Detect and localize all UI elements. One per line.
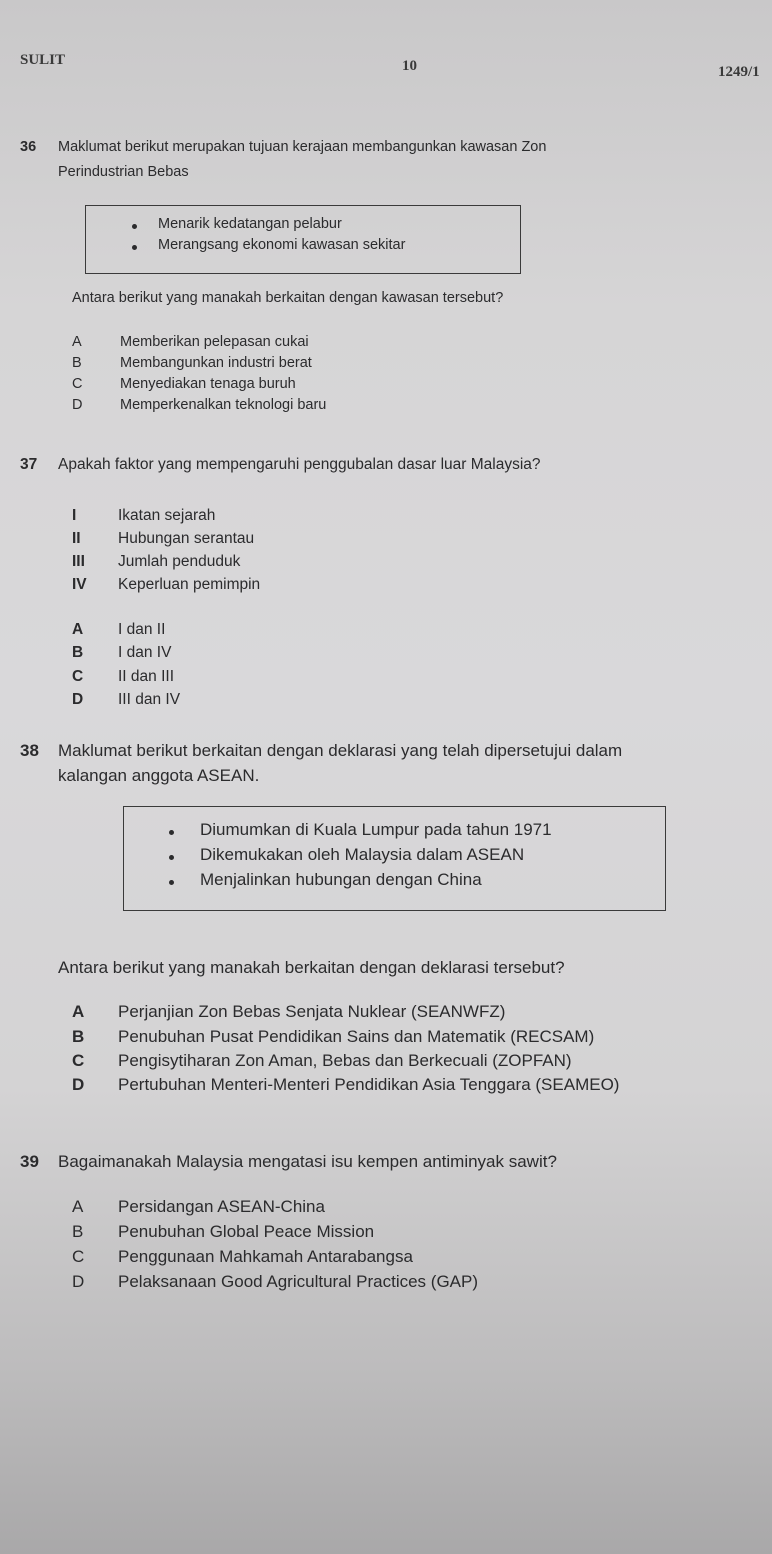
question-prompt: Antara berikut yang manakah berkaitan dengan kawasan tersebut? bbox=[72, 290, 504, 306]
bullet-icon bbox=[132, 245, 137, 250]
item-roman: IV bbox=[72, 576, 87, 593]
option-c[interactable]: C bbox=[72, 1051, 85, 1070]
option-b[interactable] bbox=[72, 355, 82, 371]
option-c[interactable]: C bbox=[72, 668, 84, 685]
option-text: I dan II bbox=[118, 621, 166, 638]
bullet-icon bbox=[169, 880, 174, 885]
option-d[interactable]: D bbox=[72, 691, 84, 708]
item-text: Keperluan pemimpin bbox=[118, 576, 261, 593]
paper-code: 1249/1 bbox=[718, 64, 760, 80]
option-b[interactable]: B bbox=[72, 644, 84, 661]
question-prompt: Antara berikut yang manakah berkaitan dengan deklarasi tersebut? bbox=[58, 958, 565, 977]
option-c[interactable] bbox=[72, 376, 82, 392]
option-letter: C bbox=[72, 376, 83, 392]
info-item: Menarik kedatangan pelabur bbox=[158, 216, 342, 232]
option-b[interactable]: B bbox=[72, 1027, 85, 1046]
bullet-icon bbox=[169, 855, 174, 860]
header-sulit: SULIT bbox=[20, 52, 66, 68]
option-text: Penggunaan Mahkamah Antarabangsa bbox=[118, 1247, 413, 1266]
question-stem: Maklumat berikut merupakan tujuan kerajaan membangunkan kawasan Zon bbox=[58, 139, 547, 155]
question-stem: Perindustrian Bebas bbox=[58, 164, 189, 180]
item-text: Jumlah penduduk bbox=[118, 553, 241, 570]
info-item: Diumumkan di Kuala Lumpur pada tahun 1971 bbox=[200, 820, 552, 839]
bullet-icon bbox=[169, 830, 174, 835]
question-stem: Maklumat berikut berkaitan dengan deklarasi yang telah dipersetujui dalam bbox=[58, 741, 623, 760]
info-item: Dikemukakan oleh Malaysia dalam ASEAN bbox=[200, 845, 525, 864]
option-text: Menyediakan tenaga buruh bbox=[120, 376, 296, 392]
option-letter: D bbox=[72, 397, 83, 413]
option-text: III dan IV bbox=[118, 691, 181, 708]
option-a[interactable]: A bbox=[72, 1197, 84, 1216]
question-number: 36 bbox=[20, 139, 37, 155]
option-text: II dan III bbox=[118, 668, 175, 685]
option-text: Memperkenalkan teknologi baru bbox=[120, 397, 327, 413]
question-number: 38 bbox=[20, 741, 39, 760]
option-d[interactable] bbox=[72, 397, 82, 413]
question-number: 39 bbox=[20, 1152, 39, 1171]
option-a[interactable]: A bbox=[72, 1002, 85, 1021]
option-text: Pengisytiharan Zon Aman, Bebas dan Berkecuali (ZOPFAN) bbox=[118, 1051, 572, 1070]
question-stem: kalangan anggota ASEAN. bbox=[58, 766, 260, 785]
item-roman: II bbox=[72, 530, 81, 547]
option-text: Membangunkan industri berat bbox=[120, 355, 312, 371]
option-a[interactable]: A bbox=[72, 621, 84, 638]
option-text: I dan IV bbox=[118, 644, 172, 661]
option-letter: A bbox=[72, 334, 82, 350]
option-a[interactable] bbox=[72, 334, 82, 350]
question-number: 37 bbox=[20, 456, 38, 473]
item-roman: I bbox=[72, 507, 77, 524]
option-d[interactable]: D bbox=[72, 1272, 85, 1291]
question-stem: Bagaimanakah Malaysia mengatasi isu kempen antiminyak sawit? bbox=[58, 1152, 557, 1171]
option-text: Pertubuhan Menteri-Menteri Pendidikan Asia Tenggara (SEAMEO) bbox=[118, 1075, 620, 1094]
option-b[interactable]: B bbox=[72, 1222, 84, 1241]
page-number: 10 bbox=[402, 58, 417, 74]
option-text: Persidangan ASEAN-China bbox=[118, 1197, 325, 1216]
item-text: Ikatan sejarah bbox=[118, 507, 216, 524]
info-item: Merangsang ekonomi kawasan sekitar bbox=[158, 237, 406, 253]
option-d[interactable]: D bbox=[72, 1075, 85, 1094]
option-c[interactable]: C bbox=[72, 1247, 85, 1266]
option-text: Perjanjian Zon Bebas Senjata Nuklear (SEANWFZ) bbox=[118, 1002, 506, 1021]
option-letter: B bbox=[72, 355, 82, 371]
option-text: Penubuhan Global Peace Mission bbox=[118, 1222, 375, 1241]
option-text: Penubuhan Pusat Pendidikan Sains dan Matematik (RECSAM) bbox=[118, 1027, 595, 1046]
bullet-icon bbox=[132, 224, 137, 229]
option-text: Memberikan pelepasan cukai bbox=[120, 334, 309, 350]
item-roman: III bbox=[72, 553, 85, 570]
option-text: Pelaksanaan Good Agricultural Practices (GAP) bbox=[118, 1272, 479, 1291]
question-stem: Apakah faktor yang mempengaruhi penggubalan dasar luar Malaysia? bbox=[58, 456, 541, 473]
info-item: Menjalinkan hubungan dengan China bbox=[200, 870, 482, 889]
item-text: Hubungan serantau bbox=[118, 530, 255, 547]
